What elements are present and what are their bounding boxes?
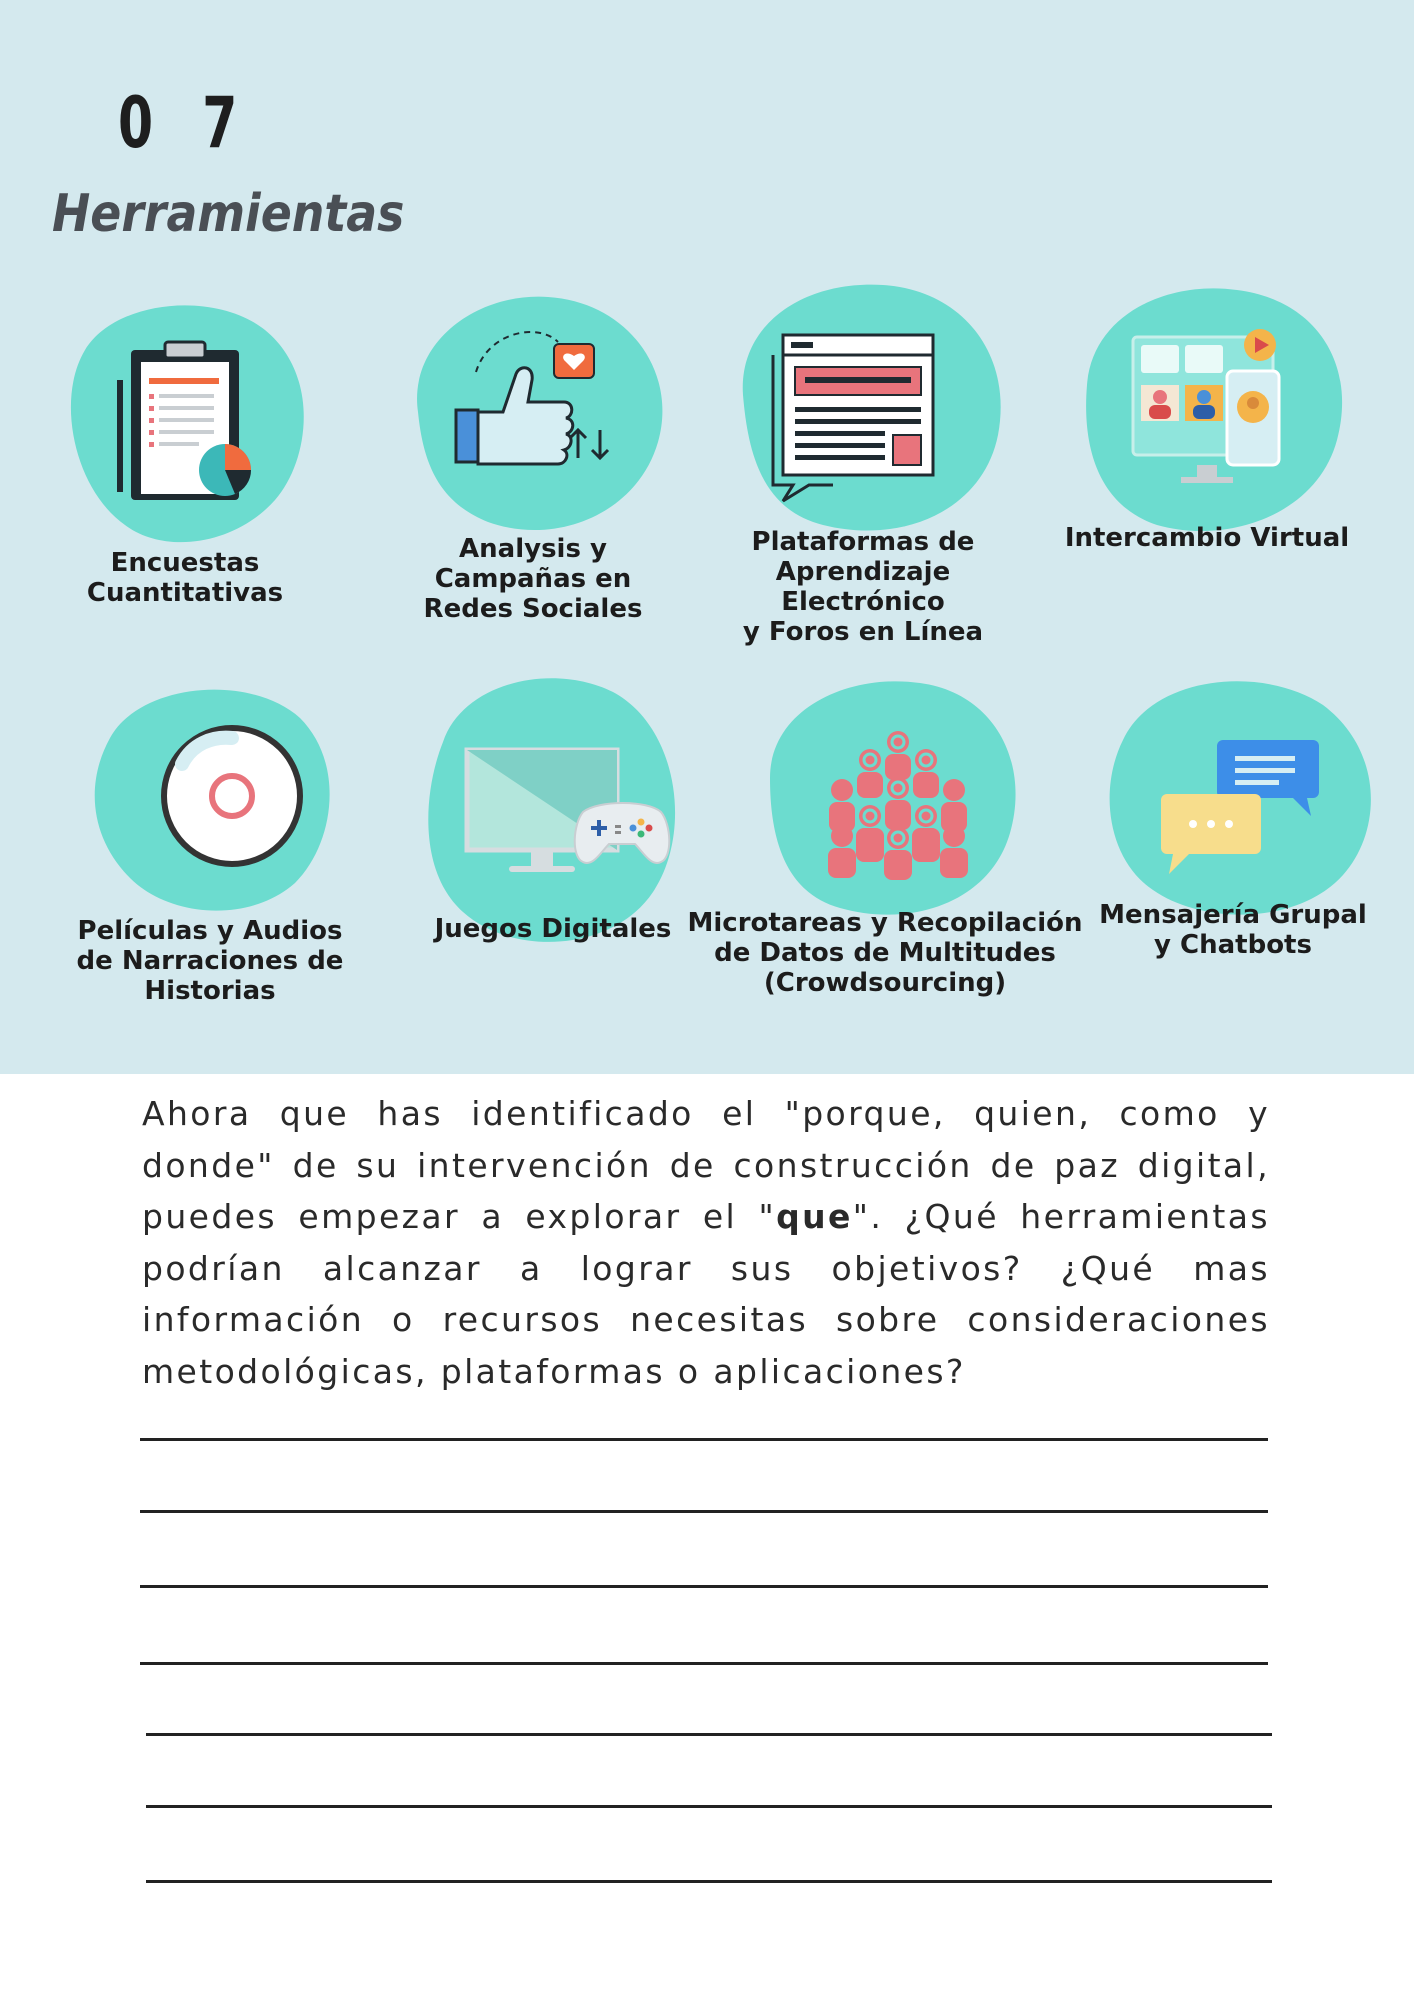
video-call-icon — [1057, 275, 1357, 545]
crowd-people-icon — [740, 668, 1030, 928]
tool-encuestas — [15, 290, 355, 608]
tool-label: Plataformas de Aprendizaje Electrónico y Foros en Línea — [742, 527, 984, 647]
clipboard-survey-icon — [45, 290, 325, 550]
tool-label: Mensajería Grupal y Chatbots — [1099, 900, 1367, 960]
tool-label: Intercambio Virtual — [1064, 523, 1350, 553]
tool-mensajeria — [1063, 660, 1403, 960]
section-title: Herramientas — [52, 184, 405, 244]
web-forum-icon — [713, 275, 1013, 545]
thumbs-up-social-icon — [388, 282, 678, 542]
tool-intercambio-virtual — [1037, 275, 1377, 553]
answer-line[interactable] — [140, 1585, 1268, 1588]
record-disc-icon — [70, 668, 350, 918]
answer-line[interactable] — [146, 1880, 1272, 1883]
section-number: 0 7 — [118, 82, 254, 164]
tool-label: Microtareas y Recopilación de Datos de Multitudes (Crowdsourcing) — [687, 908, 1083, 998]
answer-line[interactable] — [140, 1662, 1268, 1665]
tool-label: Películas y Audios de Narraciones de Historias — [76, 916, 344, 1006]
tool-crowdsourcing — [687, 668, 1083, 998]
chat-bubbles-icon — [1083, 660, 1383, 930]
tool-label: Encuestas Cuantitativas — [86, 548, 284, 608]
tool-label: Juegos Digitales — [434, 914, 672, 944]
tool-redes-sociales — [363, 282, 703, 624]
tool-juegos-digitales — [383, 662, 723, 944]
answer-line[interactable] — [146, 1733, 1272, 1736]
answer-line[interactable] — [146, 1805, 1272, 1808]
prompt-text-end: ". ¿Qué herramientas podrían alcanzar a lograr sus objetivos? ¿Qué mas información o recursos necesitas sobre consideraciones metodológicas, plataformas o aplicaciones? — [142, 1197, 1270, 1391]
tool-peliculas-audios — [40, 668, 380, 1006]
tool-label: Analysis y Campañas en Redes Sociales — [423, 534, 643, 624]
prompt-paragraph — [142, 1088, 1270, 1397]
answer-line[interactable] — [140, 1438, 1268, 1441]
answer-line[interactable] — [140, 1510, 1268, 1513]
prompt-text-start: Ahora que has identificado el "porque, quien, como y donde" de su intervención de construcción de paz digital, puedes empezar a explorar el " — [142, 1094, 1270, 1236]
prompt-emphasis: que — [776, 1197, 853, 1236]
tool-plataformas — [693, 275, 1033, 647]
